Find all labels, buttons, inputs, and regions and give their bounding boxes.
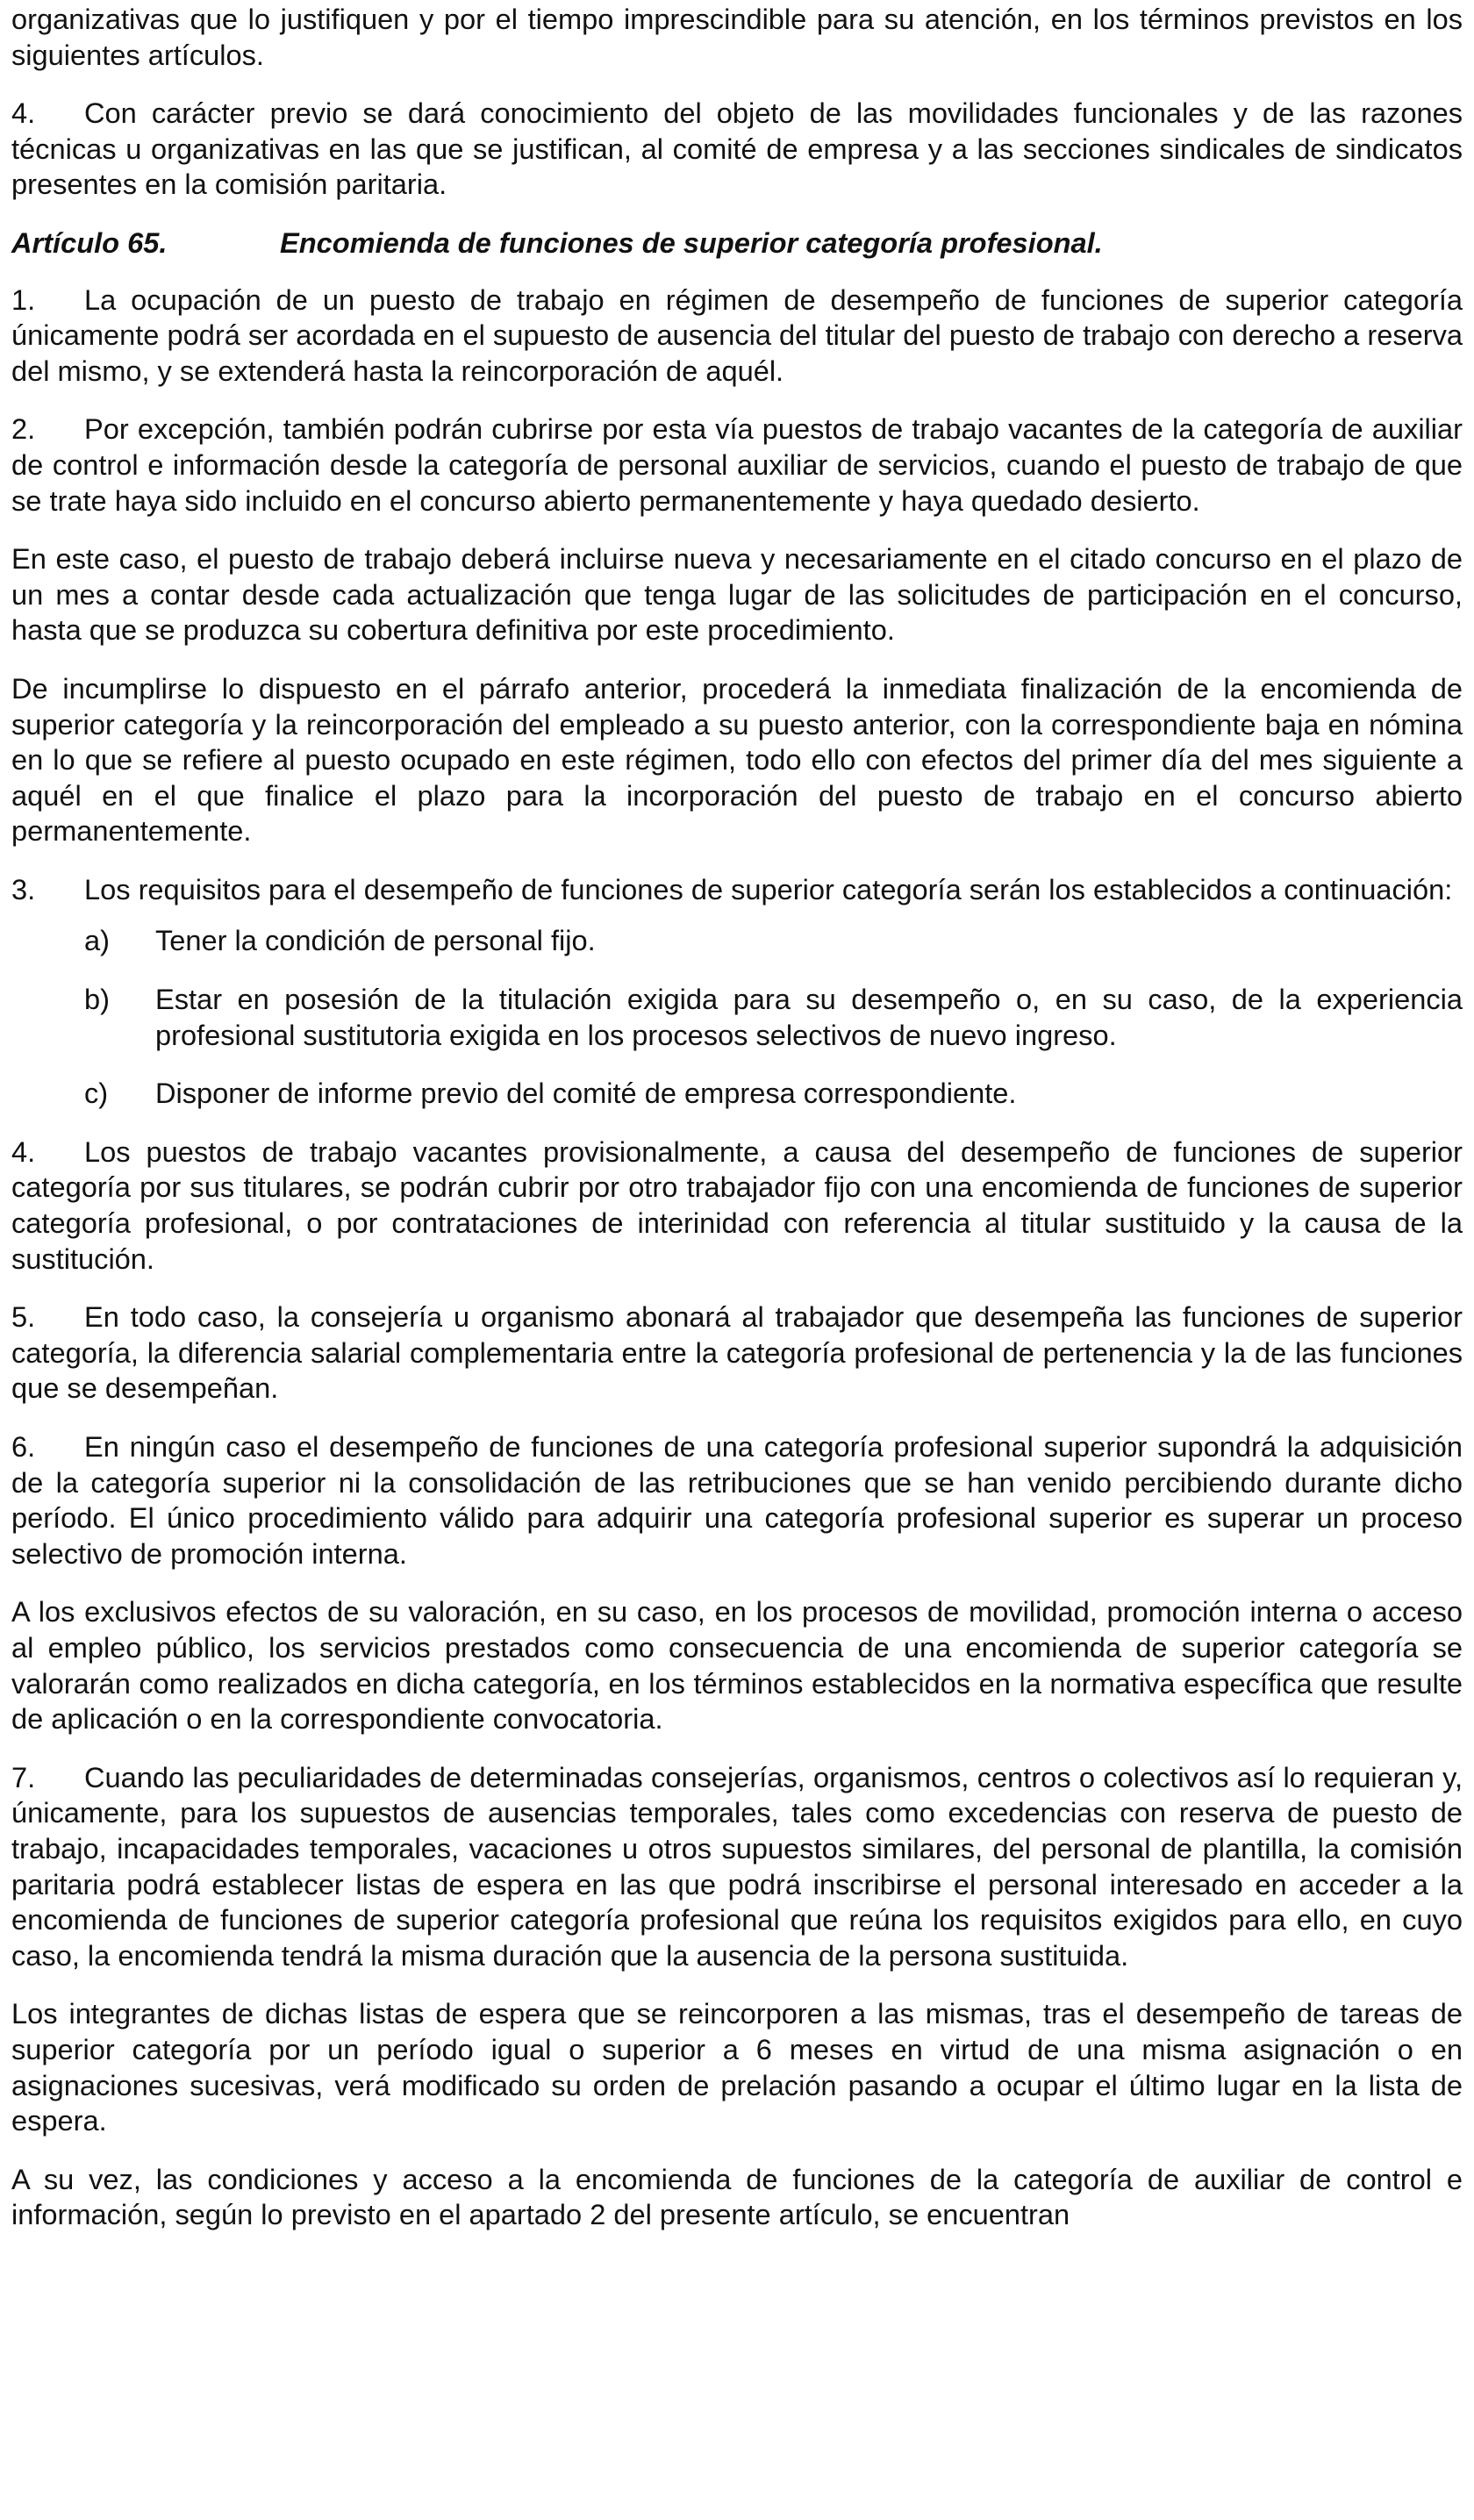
article-heading bbox=[11, 226, 1463, 261]
paragraph-4 bbox=[11, 1135, 1463, 1277]
paragraph-7 bbox=[11, 1760, 1463, 1974]
paragraph-1 bbox=[11, 283, 1463, 390]
paragraph-number: 7. bbox=[11, 1760, 36, 1793]
paragraph-7b: Los integrantes de dichas listas de espera que se reincorporen a las mismas, tras el desempeño de tareas de superior categoría por un período igual o superior a 6 meses en virtud de una misma asignación o en asignaciones sucesivas, verá modificado su orden de prelación pasando a ocupar el último lugar en la lista de espera. bbox=[11, 1997, 1463, 2137]
paragraph-6b: A los exclusivos efectos de su valoración, en su caso, en los procesos de movilidad, promoción interna o acceso al empleo público, los servicios prestados como consecuencia de una encomienda de superior categoría se valorarán como realizados en dicha categoría, en los términos establecidos en la normativa específica que resulte de aplicación o en la correspondiente convocatoria. bbox=[11, 1595, 1463, 1736]
paragraph-text: En todo caso, la consejería u organismo abonará al trabajador que desempeña las funciones de superior categoría, la diferencia salarial complementaria entre la categoría profesional de pertenencia y la de las funciones que se desempeñan. bbox=[11, 1300, 1463, 1405]
paragraph-text: Cuando las peculiaridades de determinadas consejerías, organismos, centros o colectivos así lo requieran y, únicamente, para los supuestos de ausencias temporales, tales como excedencias con reserva de puesto de trabajo, incapacidades temporales, vacaciones u otros supuestos similares, del personal de plantilla, la comisión paritaria podrá establecer listas de espera en las que podrá inscribirse el personal interesado en acceder a la encomienda de funciones de superior categoría profesional que reúna los requisitos exigidos para ello, en cuyo caso, la encomienda tendrá la misma duración que la ausencia de la persona sustituida. bbox=[11, 1760, 1463, 1972]
paragraph-number: 2. bbox=[11, 412, 36, 446]
paragraph-4-previous bbox=[11, 96, 1463, 203]
paragraph-number: 1. bbox=[11, 283, 36, 316]
document-page bbox=[11, 2, 1463, 2233]
list-letter: a) bbox=[84, 924, 110, 957]
paragraph-6 bbox=[11, 1429, 1463, 1571]
paragraph-text: En ningún caso el desempeño de funciones de una categoría profesional superior supondrá la adquisición de la categoría superior ni la consolidación de las retribuciones que se han venido percibiendo durante dicho período. El único procedimiento válido para adquirir una categoría profesional superior es superar un proceso selectivo de promoción interna. bbox=[11, 1430, 1463, 1570]
paragraph-number: 5. bbox=[11, 1300, 36, 1334]
paragraph-2c: De incumplirse lo dispuesto en el párrafo anterior, procederá la inmediata finalización de la encomienda de superior categoría y la reincorporación del empleado a su puesto anterior, con la correspondiente baja en nómina en lo que se refiere al puesto ocupado en este régimen, todo ello con efectos del primer día del mes siguiente a aquél en el que finalice el plazo para la incorporación del puesto de trabajo en el concurso abierto permanentemente. bbox=[11, 671, 1463, 848]
list-item-b bbox=[11, 982, 1463, 1053]
paragraph-number: 4. bbox=[11, 97, 36, 130]
list-text: Tener la condición de personal fijo. bbox=[155, 924, 596, 957]
paragraph-2b: En este caso, el puesto de trabajo deberá incluirse nueva y necesariamente en el citado concurso en el plazo de un mes a contar desde cada actualización que tenga lugar de las solicitudes de participación en el concurso, hasta que se produzca su cobertura definitiva por este procedimiento. bbox=[11, 542, 1463, 647]
paragraph-2 bbox=[11, 412, 1463, 519]
list-item-a bbox=[11, 923, 1463, 959]
paragraph-number: 3. bbox=[11, 872, 36, 906]
paragraph-5 bbox=[11, 1299, 1463, 1407]
paragraph-text: Por excepción, también podrán cubrirse por esta vía puestos de trabajo vacantes de la categoría de auxiliar de control e información desde la categoría de personal auxiliar de servicios, cuando el puesto de trabajo de que se trate haya sido incluido en el concurso abierto permanentemente y haya quedado desierto. bbox=[11, 412, 1463, 517]
article-number: Artículo 65. bbox=[11, 226, 168, 259]
article-title: Encomienda de funciones de superior categoría profesional. bbox=[280, 226, 1103, 259]
list-text: Estar en posesión de la titulación exigida para su desempeño o, en su caso, de la experiencia profesional sustitutoria exigida en los procesos selectivos de nuevo ingreso. bbox=[155, 983, 1463, 1051]
list-letter: b) bbox=[84, 983, 110, 1016]
paragraph-text: Los puestos de trabajo vacantes provisionalmente, a causa del desempeño de funciones de superior categoría por sus titulares, se podrán cubrir por otro trabajador fijo con una encomienda de funciones de superior categoría profesional, o por contrataciones de interinidad con referencia al titular sustituido y la causa de la sustitución. bbox=[11, 1135, 1463, 1275]
paragraph-number: 6. bbox=[11, 1430, 36, 1463]
paragraph-intro: organizativas que lo justifiquen y por el tiempo imprescindible para su atención, en los términos previstos en los siguientes artículos. bbox=[11, 3, 1463, 71]
paragraph-text: La ocupación de un puesto de trabajo en régimen de desempeño de funciones de superior categoría únicamente podrá ser acordada en el supuesto de ausencia del titular del puesto de trabajo con derecho a reserva del mismo, y se extenderá hasta la reincorporación de aquél. bbox=[11, 283, 1463, 387]
paragraph-number: 4. bbox=[11, 1135, 36, 1168]
paragraph-text: Con carácter previo se dará conocimiento del objeto de las movilidades funcionales y de las razones técnicas u organizativas en las que se justifican, al comité de empresa y a las secciones sindicales de sindicatos presentes en la comisión paritaria. bbox=[11, 97, 1463, 201]
list-letter: c) bbox=[84, 1077, 109, 1110]
paragraph-3 bbox=[11, 872, 1463, 908]
paragraph-7c: A su vez, las condiciones y acceso a la encomienda de funciones de la categoría de auxiliar de control e información, según lo previsto en el apartado 2 del presente artículo, se encuentran bbox=[11, 2162, 1463, 2231]
list-item-c bbox=[11, 1076, 1463, 1112]
paragraph-text: Los requisitos para el desempeño de funciones de superior categoría serán los establecidos a continuación: bbox=[84, 872, 1453, 906]
list-text: Disponer de informe previo del comité de empresa correspondiente. bbox=[155, 1077, 1017, 1110]
